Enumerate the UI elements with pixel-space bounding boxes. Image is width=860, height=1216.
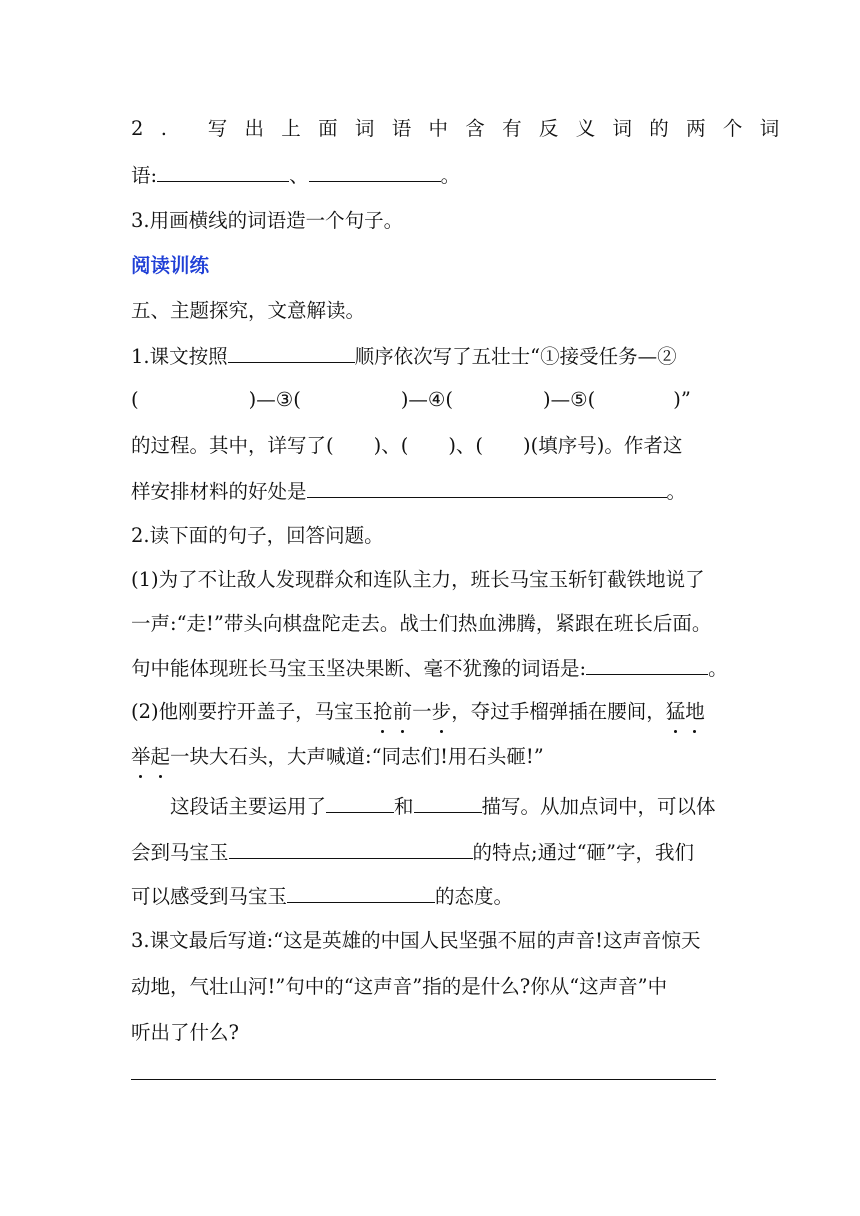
q2-blank-2[interactable]: [309, 161, 441, 182]
r1-paren-4: )—④(: [400, 388, 454, 411]
r1-text-b: 顺序依次写了五壮士“①接受任务—②: [354, 345, 677, 368]
q2-label: 语:: [131, 164, 158, 187]
r2-p2-l2-text: 一块大石头，大声喊道:“同志们!用石头砸!”: [170, 745, 544, 768]
r1-paren-3: )—③(: [248, 388, 301, 411]
r1-line1: [131, 342, 677, 370]
r2-p1-line3: [131, 654, 728, 682]
q2-blank-1[interactable]: [157, 161, 289, 182]
r2-p2-line1: [131, 698, 705, 726]
r2-p3-text-c: 描写。从加点词中，可以体: [481, 795, 716, 818]
section5-title: 五、主题探究，文意解读。: [131, 299, 366, 322]
q2-line1: 2. 写出上面词语中含有反义词的两个词: [131, 117, 797, 140]
r1-line2: [131, 386, 691, 414]
r1-line4: [131, 477, 686, 505]
q2-line2: [131, 161, 460, 189]
r2-p3-line1: [170, 792, 716, 820]
r2-p2-text-c: ，夺过手榴弹插在腰间，: [451, 700, 666, 723]
r2-word-blank[interactable]: [586, 654, 708, 675]
r1-l3-text-a: 的过程。其中，详写了(: [131, 434, 334, 457]
r3-line3: 听出了什么?: [131, 1021, 239, 1044]
dotted-char: 步: [432, 698, 452, 726]
r2-p1-line2: 一声:“走!”带头向棋盘陀走去。战士们热血沸腾，紧跟在班长后面。: [131, 612, 712, 635]
dotted-char: 举: [131, 743, 151, 771]
q3-sentence: 3.用画横线的词语造一个句子。: [131, 209, 404, 232]
r1-line3: [131, 432, 682, 460]
r1-text-a: 1.课文按照: [131, 345, 228, 368]
q2-separator: 、: [289, 164, 309, 187]
r1-l3-text-c: )、(: [448, 434, 484, 457]
r1-benefit-blank[interactable]: [307, 477, 667, 498]
r2-method-blank-1[interactable]: [326, 792, 394, 813]
answer-line[interactable]: [131, 1079, 716, 1080]
r3-line2: 动地，气壮山河!”句中的“这声音”指的是什么?你从“这声音”中: [131, 975, 668, 998]
dotted-char: 起: [151, 743, 171, 771]
r1-l4-end: 。: [666, 480, 687, 503]
r2-p3-l3-text-a: 可以感受到马宝玉: [131, 885, 288, 908]
r1-order-blank[interactable]: [228, 342, 355, 363]
r2-method-blank-2[interactable]: [414, 792, 482, 813]
r2-p1-line1: (1)为了不让敌人发现群众和连队主力，班长马宝玉斩钉截铁地说了: [131, 568, 705, 591]
r2-p3-line2: [131, 838, 694, 866]
dotted-char: 地: [685, 698, 705, 726]
r2-p2-text-b: 一: [412, 700, 432, 723]
r3-line1: 3.课文最后写道:“这是英雄的中国人民坚强不屈的声音!这声音惊天: [131, 929, 701, 952]
r1-l3-text-b: )、(: [373, 434, 409, 457]
r2-p1-l3-end: 。: [708, 657, 728, 680]
r2-trait-blank[interactable]: [229, 838, 473, 859]
r1-l4-text: 样安排材料的好处是: [131, 480, 307, 503]
r1-paren-open: (: [131, 388, 139, 411]
dotted-char: 猛: [666, 698, 686, 726]
section-heading: 阅读训练: [131, 254, 210, 277]
r2-p3-text-b: 和: [394, 795, 414, 818]
r1-paren-close: )”: [673, 388, 691, 411]
r2-p3-l2-text-b: 的特点;通过“砸”字，我们: [472, 841, 695, 864]
r2-p3-line3: [131, 882, 513, 910]
r2-title: 2.读下面的句子，回答问题。: [131, 524, 384, 547]
r1-l3-text-d: )(填序号)。作者这: [523, 434, 683, 457]
r2-p3-l3-text-b: 的态度。: [435, 885, 514, 908]
q2-end: 。: [440, 164, 461, 187]
dotted-char: 抢: [373, 698, 393, 726]
r2-attitude-blank[interactable]: [287, 882, 435, 903]
r1-paren-5: )—⑤(: [543, 388, 596, 411]
r2-p3-text-a: 这段话主要运用了: [170, 795, 327, 818]
dotted-char: 前: [393, 698, 413, 726]
r2-p2-line2: [131, 743, 544, 771]
r2-p2-text-a: (2)他刚要拧开盖子，马宝玉: [131, 700, 374, 723]
r2-p3-l2-text-a: 会到马宝玉: [131, 841, 229, 864]
r2-p1-l3-text: 句中能体现班长马宝玉坚决果断、毫不犹豫的词语是:: [131, 657, 587, 680]
